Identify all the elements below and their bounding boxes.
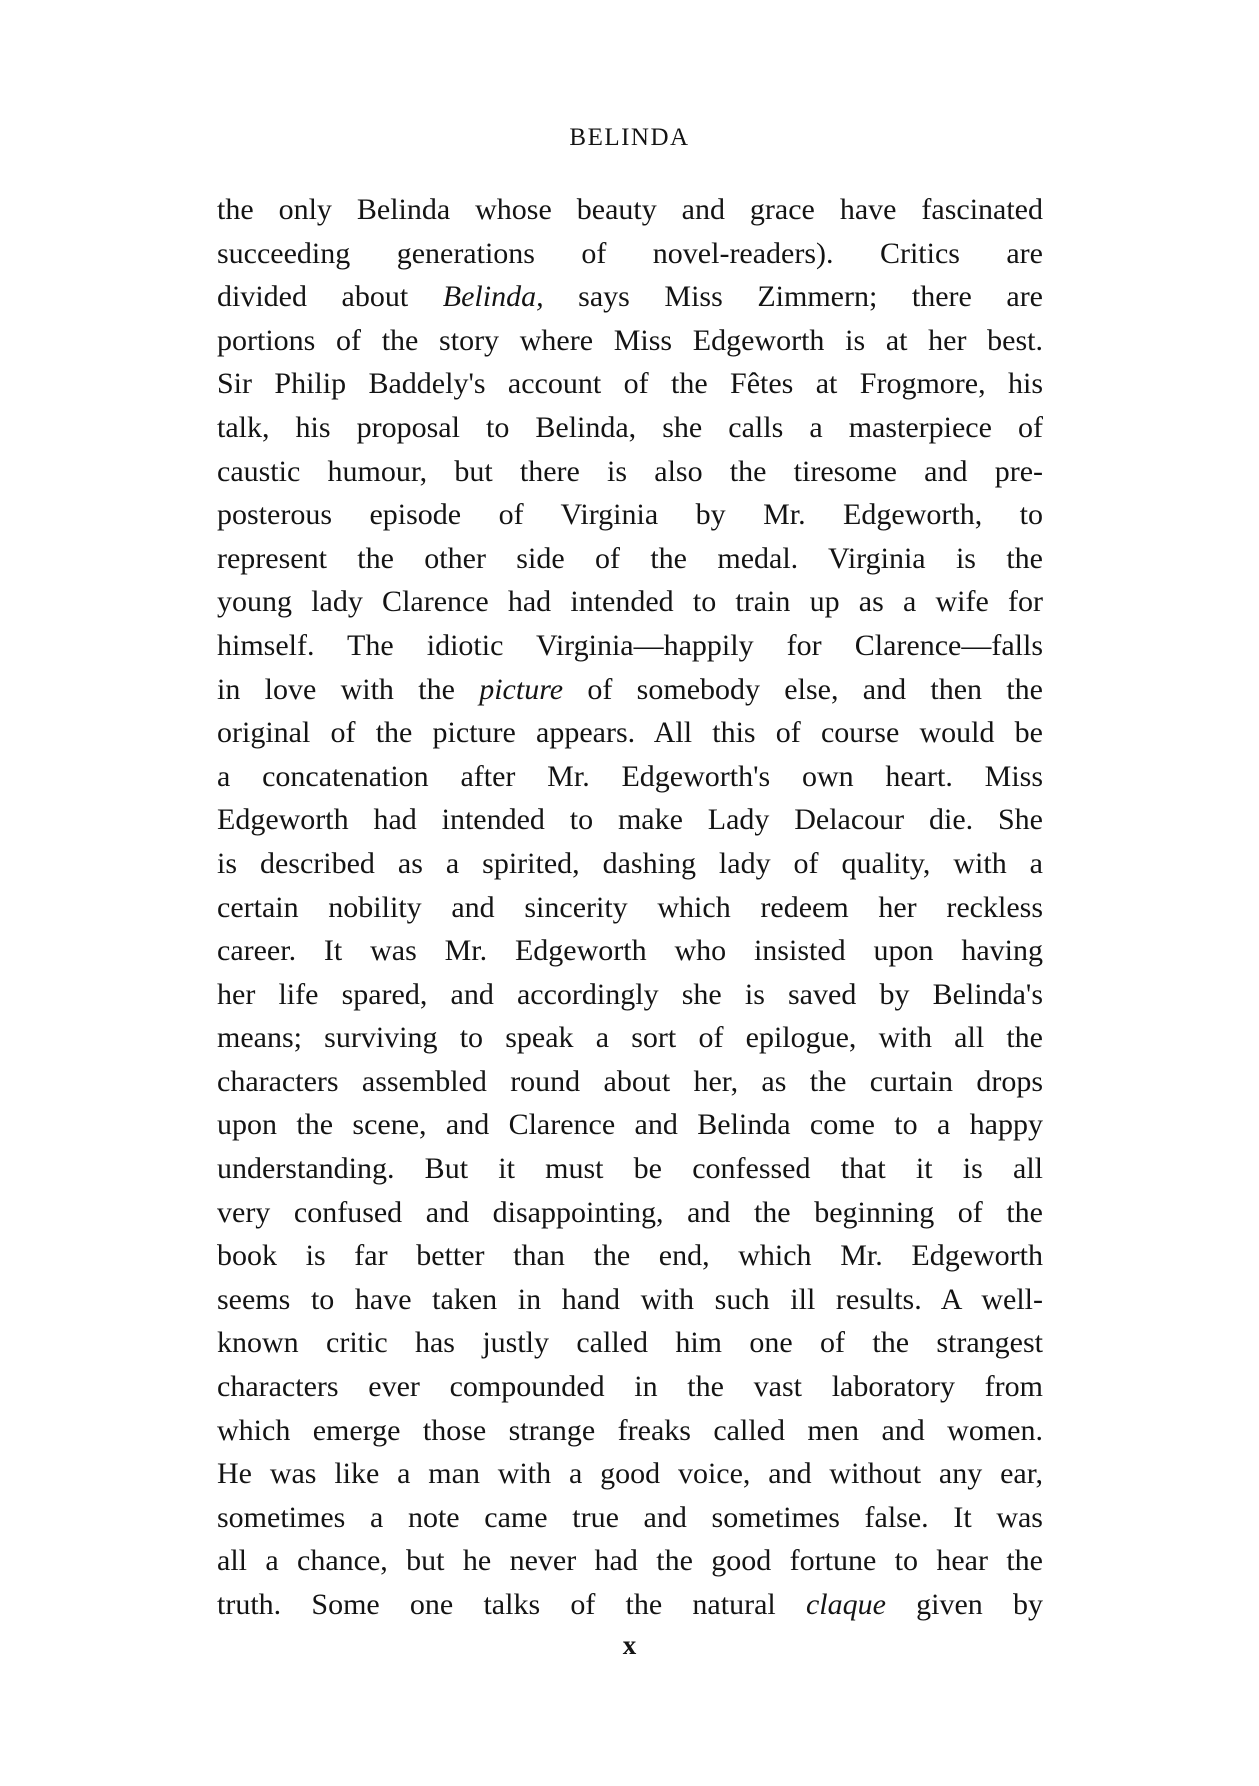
text-line: very confused and disappointing, and the beginning of the bbox=[217, 1195, 1043, 1229]
italic-word: picture bbox=[479, 672, 564, 706]
text-line: He was like a man with a good voice, and without any ear, bbox=[217, 1457, 1043, 1491]
text-line: book is far better than the end, which Mr. Edgeworth bbox=[217, 1239, 1043, 1273]
text-line: Sir Philip Baddely's account of the Fêtes at Frogmore, his bbox=[217, 367, 1043, 401]
text-line: the only Belinda whose beauty and grace have fascinated bbox=[217, 193, 1043, 226]
text-line: characters ever compounded in the vast laboratory from bbox=[217, 1370, 1043, 1404]
text-line: known critic has justly called him one of the strangest bbox=[217, 1326, 1043, 1360]
text-line: young lady Clarence had intended to train up as a wife for bbox=[217, 585, 1043, 619]
italic-word: claque bbox=[805, 1588, 886, 1621]
text-line: her life spared, and accordingly she is saved by Belinda's bbox=[217, 977, 1043, 1011]
running-head: BELINDA bbox=[569, 124, 690, 151]
text-line: all a chance, but he never had the good fortune to hear the bbox=[217, 1544, 1043, 1578]
text-line: truth. Some one talks of the natural claque given by bbox=[217, 1588, 1043, 1621]
text-line: represent the other side of the medal. Virginia is the bbox=[217, 541, 1043, 575]
text-line: divided about Belinda, says Miss Zimmern; there are bbox=[217, 280, 1043, 314]
text-line: certain nobility and sincerity which redeem her reckless bbox=[217, 890, 1043, 924]
text-line: upon the scene, and Clarence and Belinda come to a happy bbox=[217, 1108, 1043, 1142]
text-line: seems to have taken in hand with such ill results. A well- bbox=[217, 1282, 1043, 1316]
text-line: career. It was Mr. Edgeworth who insisted upon having bbox=[217, 934, 1043, 968]
text-line: himself. The idiotic Virginia—happily for Clarence—falls bbox=[217, 628, 1043, 662]
text-line: means; surviving to speak a sort of epilogue, with all the bbox=[217, 1021, 1043, 1055]
text-line: original of the picture appears. All this of course would be bbox=[217, 716, 1043, 750]
page-number: x bbox=[622, 1630, 637, 1660]
text-line: caustic humour, but there is also the tiresome and pre- bbox=[217, 454, 1043, 488]
text-line: in love with the picture of somebody else, and then the bbox=[217, 672, 1043, 706]
text-line: understanding. But it must be confessed that it is all bbox=[217, 1152, 1043, 1186]
text-line: is described as a spirited, dashing lady of quality, with a bbox=[217, 846, 1043, 880]
text-line: Edgeworth had intended to make Lady Delacour die. She bbox=[217, 803, 1043, 837]
text-line: which emerge those strange freaks called men and women. bbox=[217, 1413, 1043, 1447]
body-text bbox=[217, 188, 1043, 1627]
text-line: talk, his proposal to Belinda, she calls a masterpiece of bbox=[217, 410, 1043, 444]
text-line: characters assembled round about her, as the curtain drops bbox=[217, 1064, 1043, 1098]
text-line: a concatenation after Mr. Edgeworth's own heart. Miss bbox=[217, 759, 1043, 793]
text-line: portions of the story where Miss Edgeworth is at her best. bbox=[217, 323, 1043, 357]
text-line: sometimes a note came true and sometimes false. It was bbox=[217, 1500, 1043, 1534]
text-line: succeeding generations of novel-readers). Critics are bbox=[217, 236, 1043, 270]
text-line: posterous episode of Virginia by Mr. Edgeworth, to bbox=[217, 498, 1043, 532]
italic-word: Belinda, bbox=[442, 280, 544, 314]
